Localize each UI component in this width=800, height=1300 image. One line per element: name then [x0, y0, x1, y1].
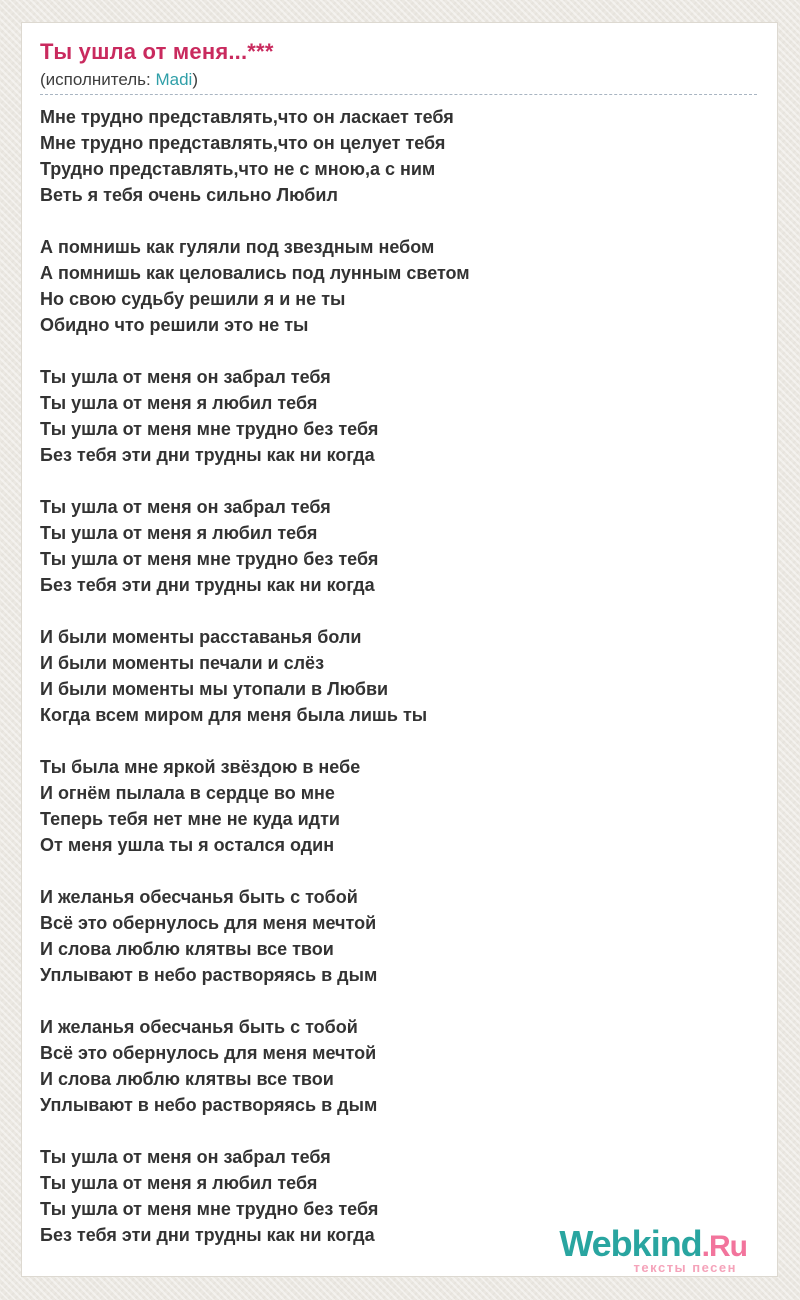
artist-line — [40, 69, 757, 91]
lyrics-card — [21, 22, 778, 1277]
lyric-line: Ты ушла от меня мне трудно без тебя — [40, 419, 379, 439]
lyric-stanza — [40, 754, 757, 858]
lyric-stanza — [40, 1014, 757, 1118]
lyric-line: Теперь тебя нет мне не куда идти — [40, 809, 340, 829]
lyric-line: И были моменты печали и слёз — [40, 653, 325, 673]
artist-link[interactable]: Madi — [155, 70, 193, 89]
song-title: Ты ушла от меня...*** — [40, 39, 274, 64]
lyric-line: И были моменты расставанья боли — [40, 627, 362, 647]
lyric-line: Всё это обернулось для меня мечтой — [40, 913, 377, 933]
webkind-wordmark-primary: Webkind — [559, 1223, 702, 1264]
lyric-line: И были моменты мы утопали в Любви — [40, 679, 389, 699]
lyric-line: Когда всем миром для меня была лишь ты — [40, 705, 428, 725]
lyric-line: Мне трудно представлять,что он ласкает тебя — [40, 107, 454, 127]
webkind-logo[interactable] — [559, 1223, 747, 1275]
lyric-line: Но свою судьбу решили я и не ты — [40, 289, 346, 309]
lyric-stanza — [40, 624, 757, 728]
lyric-line: И желанья обесчанья быть с тобой — [40, 1017, 358, 1037]
lyric-line: От меня ушла ты я остался один — [40, 835, 335, 855]
lyric-line: Мне трудно представлять,что он целует тебя — [40, 133, 446, 153]
lyric-line: Ты ушла от меня мне трудно без тебя — [40, 1199, 379, 1219]
artist-label-prefix: (исполнитель: — [40, 70, 156, 89]
lyric-line: Ты ушла от меня я любил тебя — [40, 1173, 318, 1193]
lyric-line: Ты ушла от меня он забрал тебя — [40, 1147, 331, 1167]
lyric-line: Ты ушла от меня я любил тебя — [40, 523, 318, 543]
webkind-wordmark-suffix: .Ru — [701, 1230, 747, 1263]
lyric-line: Ты ушла от меня он забрал тебя — [40, 367, 331, 387]
lyric-line: Трудно представлять,что не с мною,а с ним — [40, 159, 436, 179]
lyric-line: Ты ушла от меня мне трудно без тебя — [40, 549, 379, 569]
artist-label-suffix: ) — [192, 70, 198, 89]
lyric-line: И слова люблю клятвы все твои — [40, 1069, 334, 1089]
lyric-stanza — [40, 234, 757, 338]
lyric-stanza — [40, 104, 757, 208]
lyric-line: Ты была мне яркой звёздою в небе — [40, 757, 361, 777]
lyric-line: А помнишь как гуляли под звездным небом — [40, 237, 435, 257]
lyric-line: И желанья обесчанья быть с тобой — [40, 887, 358, 907]
lyric-stanza — [40, 884, 757, 988]
webkind-wordmark — [559, 1223, 747, 1264]
lyric-line: Обидно что решили это не ты — [40, 315, 309, 335]
lyrics-text — [40, 104, 757, 1248]
lyric-line: Веть я тебя очень сильно Любил — [40, 185, 338, 205]
lyric-stanza — [40, 364, 757, 468]
lyric-line: И огнём пылала в сердце во мне — [40, 783, 335, 803]
lyric-line: Ты ушла от меня он забрал тебя — [40, 497, 331, 517]
lyric-line: А помнишь как целовались под лунным светом — [40, 263, 470, 283]
lyric-line: И слова люблю клятвы все твои — [40, 939, 334, 959]
lyric-line: Всё это обернулось для меня мечтой — [40, 1043, 377, 1063]
lyric-line: Уплывают в небо растворяясь в дым — [40, 965, 378, 985]
lyric-line: Без тебя эти дни трудны как ни когда — [40, 1225, 375, 1245]
lyric-line: Уплывают в небо растворяясь в дым — [40, 1095, 378, 1115]
lyric-line: Ты ушла от меня я любил тебя — [40, 393, 318, 413]
dashed-separator — [40, 94, 757, 95]
webkind-tagline: тексты песен — [633, 1260, 737, 1275]
lyric-line: Без тебя эти дни трудны как ни когда — [40, 445, 375, 465]
lyric-stanza — [40, 494, 757, 598]
lyric-line: Без тебя эти дни трудны как ни когда — [40, 575, 375, 595]
